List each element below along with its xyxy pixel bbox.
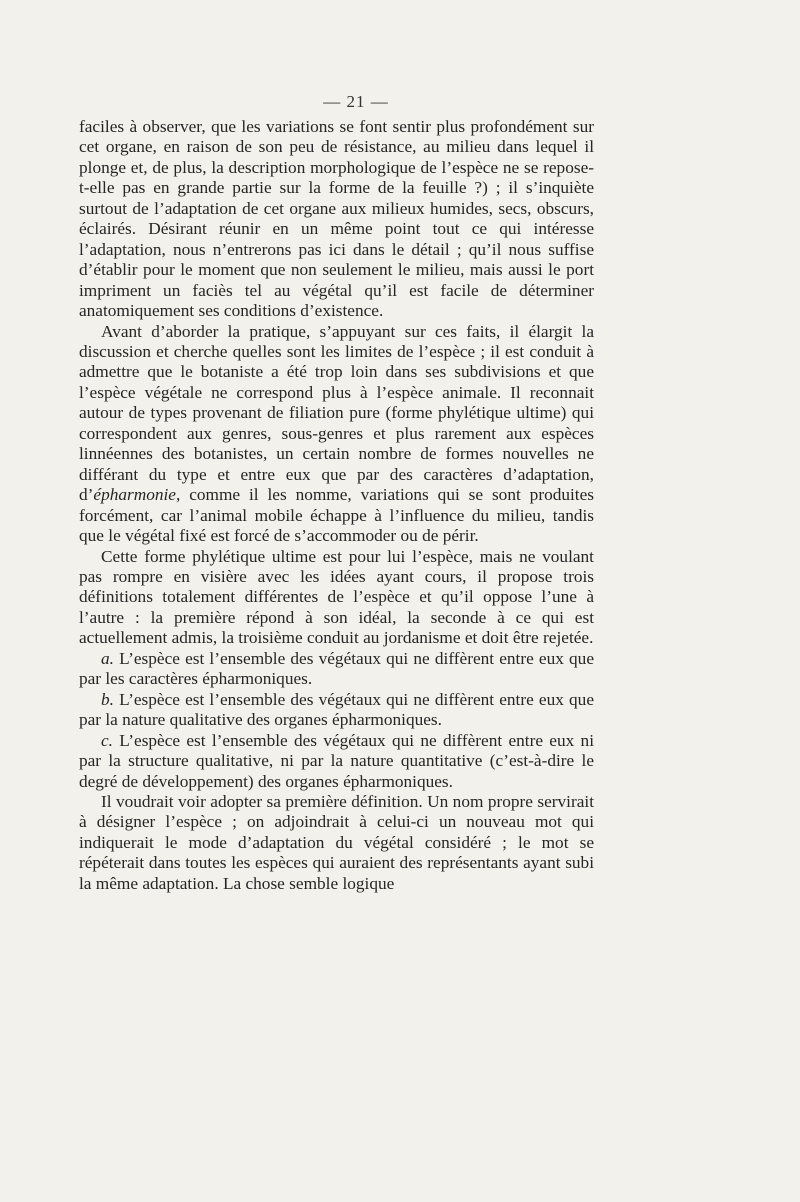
italic-text: c. xyxy=(101,730,113,750)
text-segment: L’espèce est l’ensemble des végétaux qui ne diffèrent entre eux ni par la structure qualitative, ni par la nature quantitative (c’est-à-dire le degré de développement) des organes épharmoniques. xyxy=(79,730,594,791)
text-segment: faciles à observer, que les variations se font sentir plus profondément sur cet organe, en raison de son peu de résistance, au milieu dans lequel il plonge et, de plus, la description morphologique de l’espèce ne se repose-t-elle pas en grande partie sur la forme de la feuille ?) ; il s’inquiète surtout de l’adaptation de cet organe aux milieux humides, secs, obscurs, éclairés. Désirant réunir en un même point tout ce qui intéresse l’adaptation, nous n’entrerons pas ici dans le détail ; qu’il nous suffise d’établir pour le moment que non seulement le milieu, mais aussi le port impriment un faciès tel au végétal qu’il est facile de déterminer anatomiquement ses conditions d’existence. xyxy=(79,117,594,321)
text-segment: L’espèce est l’ensemble des végétaux qui ne diffèrent entre eux que par les caractères épharmoniques. xyxy=(79,648,594,689)
page-number: — 21 — xyxy=(323,92,389,111)
paragraph-p2 xyxy=(79,322,594,547)
text-segment: Il voudrait voir adopter sa première définition. Un nom propre servirait à désigner l’espèce ; on adjoindrait à celui-ci un nouveau mot qui indiquerait le mode d’adaptation du végétal considéré ; le mot se répéterait dans toutes les espèces qui auraient des représentants ayant subi la même adaptation. La chose semble logique xyxy=(79,791,594,893)
paragraph-p3 xyxy=(79,547,594,649)
text-segment: , comme il les nomme, variations qui se sont produites forcément, car l’animal mobile échappe à l’influence du milieu, tandis que le végétal fixé est forcé de s’accommoder ou de périr. xyxy=(79,485,594,546)
text-segment: Cette forme phylétique ultime est pour lui l’espèce, mais ne voulant pas rompre en visière avec les idées ayant cours, il propose trois définitions totalement différentes de l’espèce et qu’il oppose l’une à l’autre : la première répond à son idéal, la seconde à ce qui est actuellement admis, la troisième conduit au jordanisme et doit être rejetée. xyxy=(79,546,594,648)
text-segment: Avant d’aborder la pratique, s’appuyant sur ces faits, il élargit la discussion et cherche quelles sont les limites de l’espèce ; il est conduit à admettre que le botaniste a été trop loin dans ses subdivisions et que l’espèce végétale ne correspond plus à l’espèce animale. Il reconnait autour de types provenant de filiation pure (forme phylétique ultime) qui correspondent aux genres, sous-genres et plus rarement aux espèces linnéennes des botanistes, un certain nombre de formes nouvelles ne différant du type et entre eux que par des caractères d’adaptation, d’ xyxy=(79,321,594,505)
paragraph-p5 xyxy=(79,690,594,731)
paragraph-p1 xyxy=(79,117,594,322)
italic-text: a. xyxy=(101,648,114,668)
text-segment: L’espèce est l’ensemble des végétaux qui ne diffèrent entre eux que par la nature qualitative des organes épharmoniques. xyxy=(79,689,594,730)
paragraph-p4 xyxy=(79,649,594,690)
body-text xyxy=(79,117,594,894)
italic-text: b. xyxy=(101,689,114,709)
italic-text: épharmonie xyxy=(93,485,176,505)
paragraph-p7 xyxy=(79,792,594,894)
paragraph-p6 xyxy=(79,731,594,792)
